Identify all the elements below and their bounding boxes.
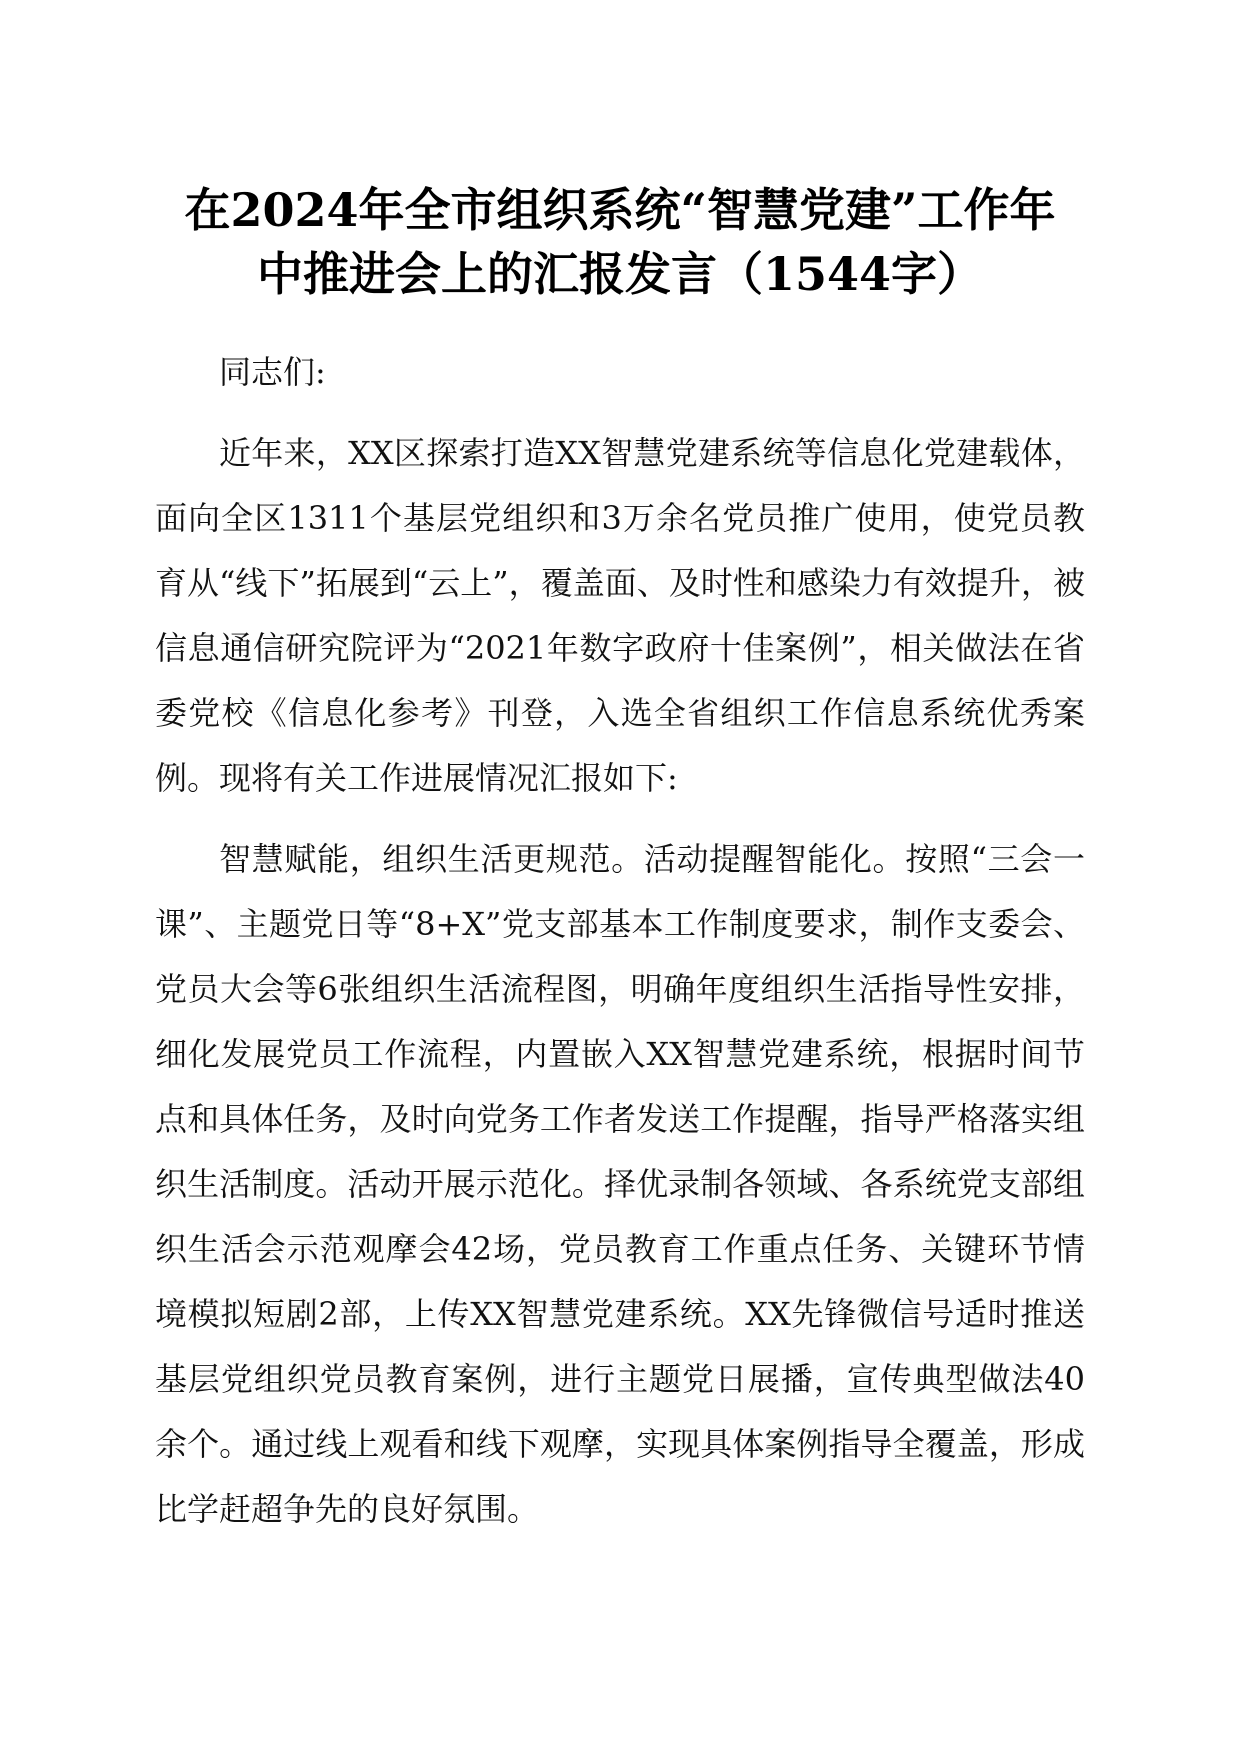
salutation: 同志们: [219, 353, 326, 391]
title-line-2: 中推进会上的汇报发言（1544字） [256, 247, 984, 301]
document-title [150, 178, 1090, 306]
paragraph-intro: 近年来，XX区探索打造XX智慧党建系统等信息化党建载体，面向全区1311个基层党组织和3万余名党员推广使用，使党员教育从“线下”拓展到“云上”，覆盖面、及时性和感染力有效提升，被信息通信研究院评为“2021年数字政府十佳案例”，相关做法在省委党校《信息化参考》刊登，入选全省组织工作信息系统优秀案例。现将有关工作进展情况汇报如下: [155, 434, 1085, 797]
title-line-1: 在2024年全市组织系统“智慧党建”工作年 [184, 183, 1056, 237]
document-body [155, 340, 1085, 1558]
paragraph-organization-life: 智慧赋能，组织生活更规范。活动提醒智能化。按照“三会一课”、主题党日等“8+X”党支部基本工作制度要求，制作支委会、党员大会等6张组织生活流程图，明确年度组织生活指导性安排，细化发展党员工作流程，内置嵌入XX智慧党建系统，根据时间节点和具体任务，及时向党务工作者发送工作提醒，指导严格落实组织生活制度。活动开展示范化。择优录制各领域、各系统党支部组织生活会示范观摩会42场，党员教育工作重点任务、关键环节情境模拟短剧2部，上传XX智慧党建系统。XX先锋微信号适时推送基层党组织党员教育案例，进行主题党日展播，宣传典型做法40余个。通过线上观看和线下观摩，实现具体案例指导全覆盖，形成比学赶超争先的良好氛围。 [155, 840, 1085, 1528]
